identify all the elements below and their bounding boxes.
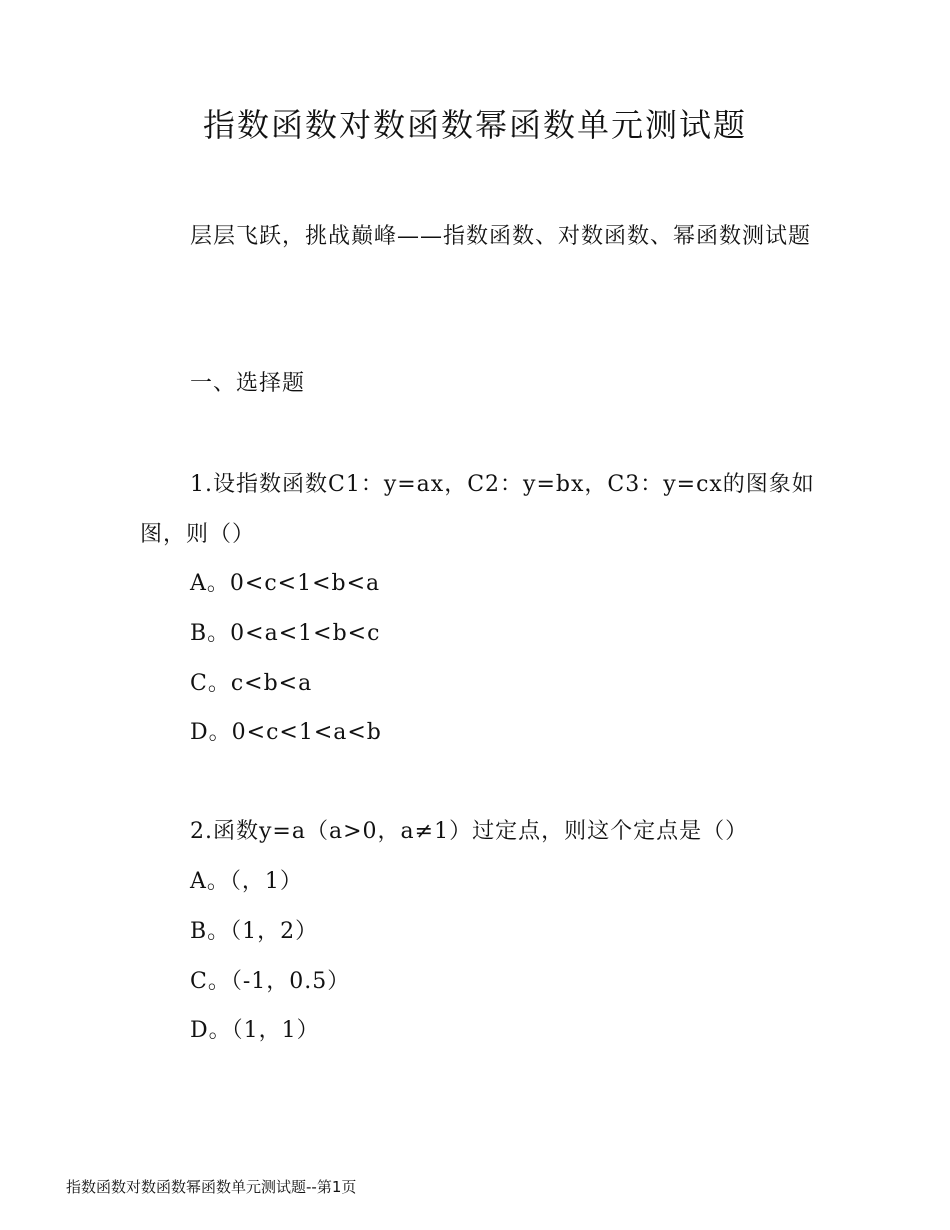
- question-1-option-c: C。c<b<a: [190, 671, 313, 696]
- question-2-option-a: A。（，1）: [190, 869, 303, 894]
- page-title: 指数函数对数函数幂函数单元测试题: [202, 106, 747, 144]
- question-1-option-a: A。0<c<1<b<a: [190, 571, 381, 596]
- question-1-stem: 1.设指数函数C1：y=ax，C2：y=bx，C3：y=cx的图象如图，则（）: [140, 472, 815, 547]
- page-footer: 指数函数对数函数幂函数单元测试题--第1页: [66, 1178, 357, 1196]
- question-2-stem: 2.函数y=a（a>0，a≠1）过定点，则这个定点是（）: [190, 819, 749, 844]
- question-1-option-b: B。0<a<1<b<c: [190, 621, 381, 646]
- section-heading-choice: 一、选择题: [190, 371, 306, 396]
- question-2-option-b: B。（1，2）: [190, 919, 319, 944]
- question-1-option-d: D。0<c<1<a<b: [190, 720, 382, 745]
- question-2-option-d: D。（1，1）: [190, 1018, 320, 1043]
- question-2-option-c: C。（-1，0.5）: [190, 969, 351, 994]
- subtitle-paragraph: 层层飞跃，挑战巅峰——指数函数、对数函数、幂函数测试题: [190, 224, 812, 249]
